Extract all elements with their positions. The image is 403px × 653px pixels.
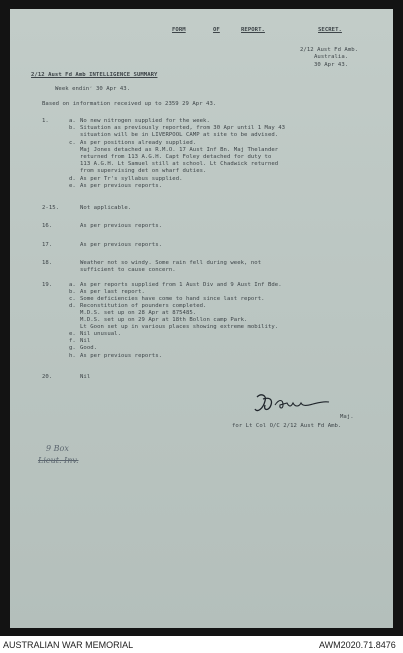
item-text: M.D.S. set up on 29 Apr at 18th Bollon camp Park.: [80, 317, 248, 323]
form-title-word-2: OF: [213, 27, 220, 33]
item-letter: e.: [69, 331, 76, 337]
item-letter: g.: [69, 345, 76, 351]
item-number: 1.: [42, 118, 49, 124]
item-text: Reconstitution of pounders completed.: [80, 303, 207, 309]
summary-heading: 2/12 Aust Fd Amb INTELLIGENCE SUMMARY: [31, 72, 158, 78]
signature: [253, 391, 331, 417]
item-letter: f.: [69, 338, 76, 344]
item-letter: b.: [69, 289, 76, 295]
item-text: situation will be in LIVERPOOL CAMP at site to be advised.: [80, 132, 279, 138]
week-ending: Week endin̒ 30 Apr 43.: [55, 86, 131, 92]
signature-rank: Maj.: [340, 414, 354, 420]
item-text: Situation as previously reported, from 30 Apr until 1 May 43: [80, 125, 286, 131]
item-number: 2-15.: [42, 205, 60, 211]
item-text: from supervising det on wharf duties.: [80, 168, 207, 174]
signature-for-line: for Lt Col O/C 2/12 Aust Fd Amb.: [232, 423, 342, 429]
item-text: As per previous reports.: [80, 242, 163, 248]
item-text: Nil: [80, 338, 91, 344]
item-letter: b.: [69, 125, 76, 131]
item-number: 17.: [42, 242, 53, 248]
item-text: As per reports supplied from 1 Aust Div and 9 Aust Inf Bde.: [80, 282, 282, 288]
item-text: Nil: [80, 374, 91, 380]
item-number: 19.: [42, 282, 53, 288]
archive-reference: AWM2020.71.8476: [319, 640, 396, 650]
item-text: M.D.S. set up on 28 Apr at 875485.: [80, 310, 197, 316]
item-text: 113 A.G.H. Lt Samuel still at school. Lt Chadwick returned: [80, 161, 279, 167]
unit-line-2: Australia.: [314, 54, 349, 60]
based-on-line: Based on information received up to 2359 29 Apr 43.: [42, 101, 217, 107]
item-letter: h.: [69, 353, 76, 359]
unit-line-3: 30 Apr 43.: [314, 62, 349, 68]
item-number: 16.: [42, 223, 53, 229]
form-title-word-3: REPORT.: [241, 27, 265, 33]
item-letter: a.: [69, 118, 76, 124]
item-text: Good.: [80, 345, 98, 351]
unit-line-1: 2/12 Aust Fd Amb.: [300, 47, 359, 53]
item-number: 18.: [42, 260, 53, 266]
item-text: Weather not so windy. Some rain fell during week, not: [80, 260, 262, 266]
item-text: Not applicable.: [80, 205, 132, 211]
item-number: 20.: [42, 374, 53, 380]
form-title-word-1: FORM: [172, 27, 186, 33]
item-text: sufficient to cause concern.: [80, 267, 176, 273]
item-text: Maj Jones detached as R.M.O. 17 Aust Inf Bn. Maj Thelander: [80, 147, 279, 153]
item-text: As per Tr's syllabus supplied.: [80, 176, 183, 182]
item-text: As per previous reports.: [80, 183, 163, 189]
item-letter: a.: [69, 282, 76, 288]
item-letter: e.: [69, 183, 76, 189]
item-text: Nil unusual.: [80, 331, 122, 337]
item-text: As per previous reports.: [80, 353, 163, 359]
item-letter: d.: [69, 176, 76, 182]
item-letter: c.: [69, 296, 76, 302]
item-text: As per last report.: [80, 289, 145, 295]
handwritten-note-2: Lieut. Inv.: [38, 456, 79, 465]
item-text: As per positions already supplied.: [80, 140, 197, 146]
archive-credit: AUSTRALIAN WAR MEMORIAL: [3, 640, 134, 650]
handwritten-note-1: 9 Box: [46, 444, 69, 453]
item-text: returned from 113 A.G.H. Capt Foley detached for duty to: [80, 154, 272, 160]
item-letter: c.: [69, 140, 76, 146]
classification-label: SECRET.: [318, 27, 342, 33]
item-text: As per previous reports.: [80, 223, 163, 229]
item-text: Some deficiencies have come to hand since last report.: [80, 296, 265, 302]
item-text: Lt Goon set up in various places showing extreme mobility.: [80, 324, 279, 330]
item-text: No new nitrogen supplied for the week.: [80, 118, 210, 124]
item-letter: d.: [69, 303, 76, 309]
